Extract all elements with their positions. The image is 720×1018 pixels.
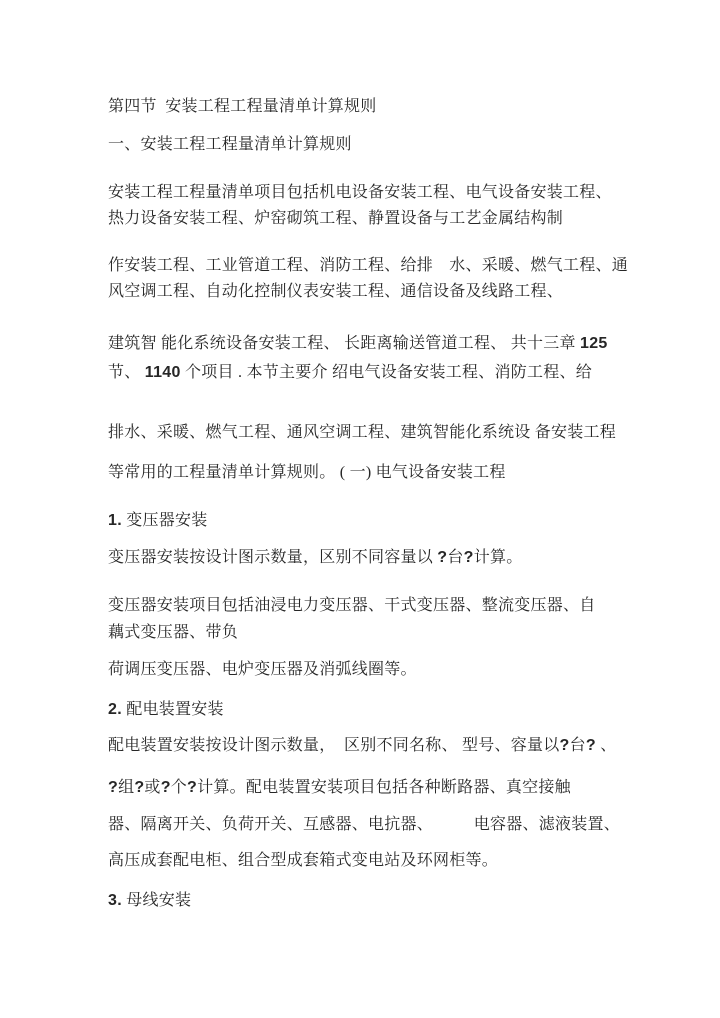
cjk-text-run: 或 — [144, 779, 161, 796]
cjk-text-run: 作安装工程、工业管道工程、消防工程、给排 水、采暖、燃气工程、通 — [108, 257, 629, 274]
latin-text-run: 1140 — [144, 364, 181, 381]
cjk-text-run: 建筑智 能化系统设备安装工程、 长距离输送管道工程、 共十三章 — [108, 335, 581, 352]
latin-text-run: ? — [463, 549, 474, 566]
text-line — [108, 209, 563, 229]
latin-text-run: 1. — [108, 512, 122, 529]
latin-text-run: ? — [585, 737, 596, 754]
text-line — [108, 463, 506, 483]
cjk-text-run: 藕式变压器、带负 — [108, 624, 239, 641]
cjk-text-run: 高压成套配电柜、组合型成套箱式变电站及环网柜等。 — [108, 852, 499, 869]
cjk-text-run: 荷调压变压器、电炉变压器及消弧线圈等。 — [108, 661, 417, 678]
cjk-text-run: 风空调工程、自动化控制仪表安装工程、通信设备及线路工程、 — [108, 283, 564, 300]
cjk-text-run: 、 — [595, 737, 617, 754]
latin-text-run: 125 — [580, 335, 608, 352]
cjk-text-run: 变压器安装按设计图示数量，区别不同容量以 — [108, 549, 438, 566]
text-line — [108, 851, 498, 871]
text-line — [108, 623, 238, 643]
cjk-text-run: 配电装置安装 — [121, 701, 224, 718]
text-line — [108, 815, 620, 835]
text-line — [108, 183, 612, 203]
cjk-text-run: 计算。配电装置安装项目包括各种断路器、真空接触 — [197, 779, 571, 796]
text-line — [108, 334, 608, 354]
latin-text-run: 2. — [108, 701, 122, 718]
text-line — [108, 891, 191, 911]
text-line — [108, 282, 563, 302]
cjk-text-run: 器、隔离开关、负荷开关、互感器、电抗器、 电容器、滤液装置、 — [108, 816, 621, 833]
cjk-text-run: 组 — [118, 779, 135, 796]
latin-text-run: 3. — [108, 892, 122, 909]
latin-text-run: ? — [437, 549, 448, 566]
text-line — [108, 97, 377, 117]
cjk-text-run: 台 — [447, 549, 464, 566]
cjk-text-run: 母线安装 — [121, 892, 192, 909]
cjk-text-run: 第四节 安装工程工程量清单计算规则 — [108, 98, 377, 115]
cjk-text-run: 个 — [170, 779, 188, 796]
cjk-text-run: 个项目 . 本节主要介 绍电气设备安装工程、消防工程、给 — [180, 364, 592, 381]
text-line — [108, 135, 352, 155]
text-line — [108, 660, 417, 680]
cjk-text-run: 节、 — [108, 364, 145, 381]
text-line — [108, 256, 628, 276]
text-line — [108, 596, 596, 616]
text-line — [108, 736, 616, 756]
text-line — [108, 548, 522, 568]
latin-text-run: ? — [134, 779, 145, 796]
latin-text-run: ? — [559, 737, 570, 754]
latin-text-run: ? — [108, 779, 119, 796]
latin-text-run: ? — [160, 779, 171, 796]
cjk-text-run: 配电装置安装按设计图示数量， 区别不同名称、 型号、容量以 — [108, 737, 560, 754]
cjk-text-run: 一、安装工程工程量清单计算规则 — [108, 136, 352, 153]
cjk-text-run: 热力设备安装工程、炉窑砌筑工程、静置设备与工艺金属结构制 — [108, 210, 564, 227]
text-line — [108, 363, 592, 383]
cjk-text-run: 排水、采暖、燃气工程、通风空调工程、建筑智能化系统设 备安装工程 — [108, 424, 617, 441]
cjk-text-run: 变压器安装项目包括油浸电力变压器、干式变压器、整流变压器、自 — [108, 597, 596, 614]
cjk-text-run: 变压器安装 — [121, 512, 208, 529]
cjk-text-run: 计算。 — [473, 549, 523, 566]
text-line — [108, 511, 207, 531]
cjk-text-run: 等常用的工程量清单计算规则。 ( 一) 电气设备安装工程 — [108, 464, 506, 481]
cjk-text-run: 台 — [569, 737, 586, 754]
cjk-text-run: 安装工程工程量清单项目包括机电设备安装工程、电气设备安装工程、 — [108, 184, 612, 201]
latin-text-run: ? — [187, 779, 198, 796]
text-line — [108, 423, 616, 443]
text-line — [108, 778, 571, 798]
text-line — [108, 700, 224, 720]
